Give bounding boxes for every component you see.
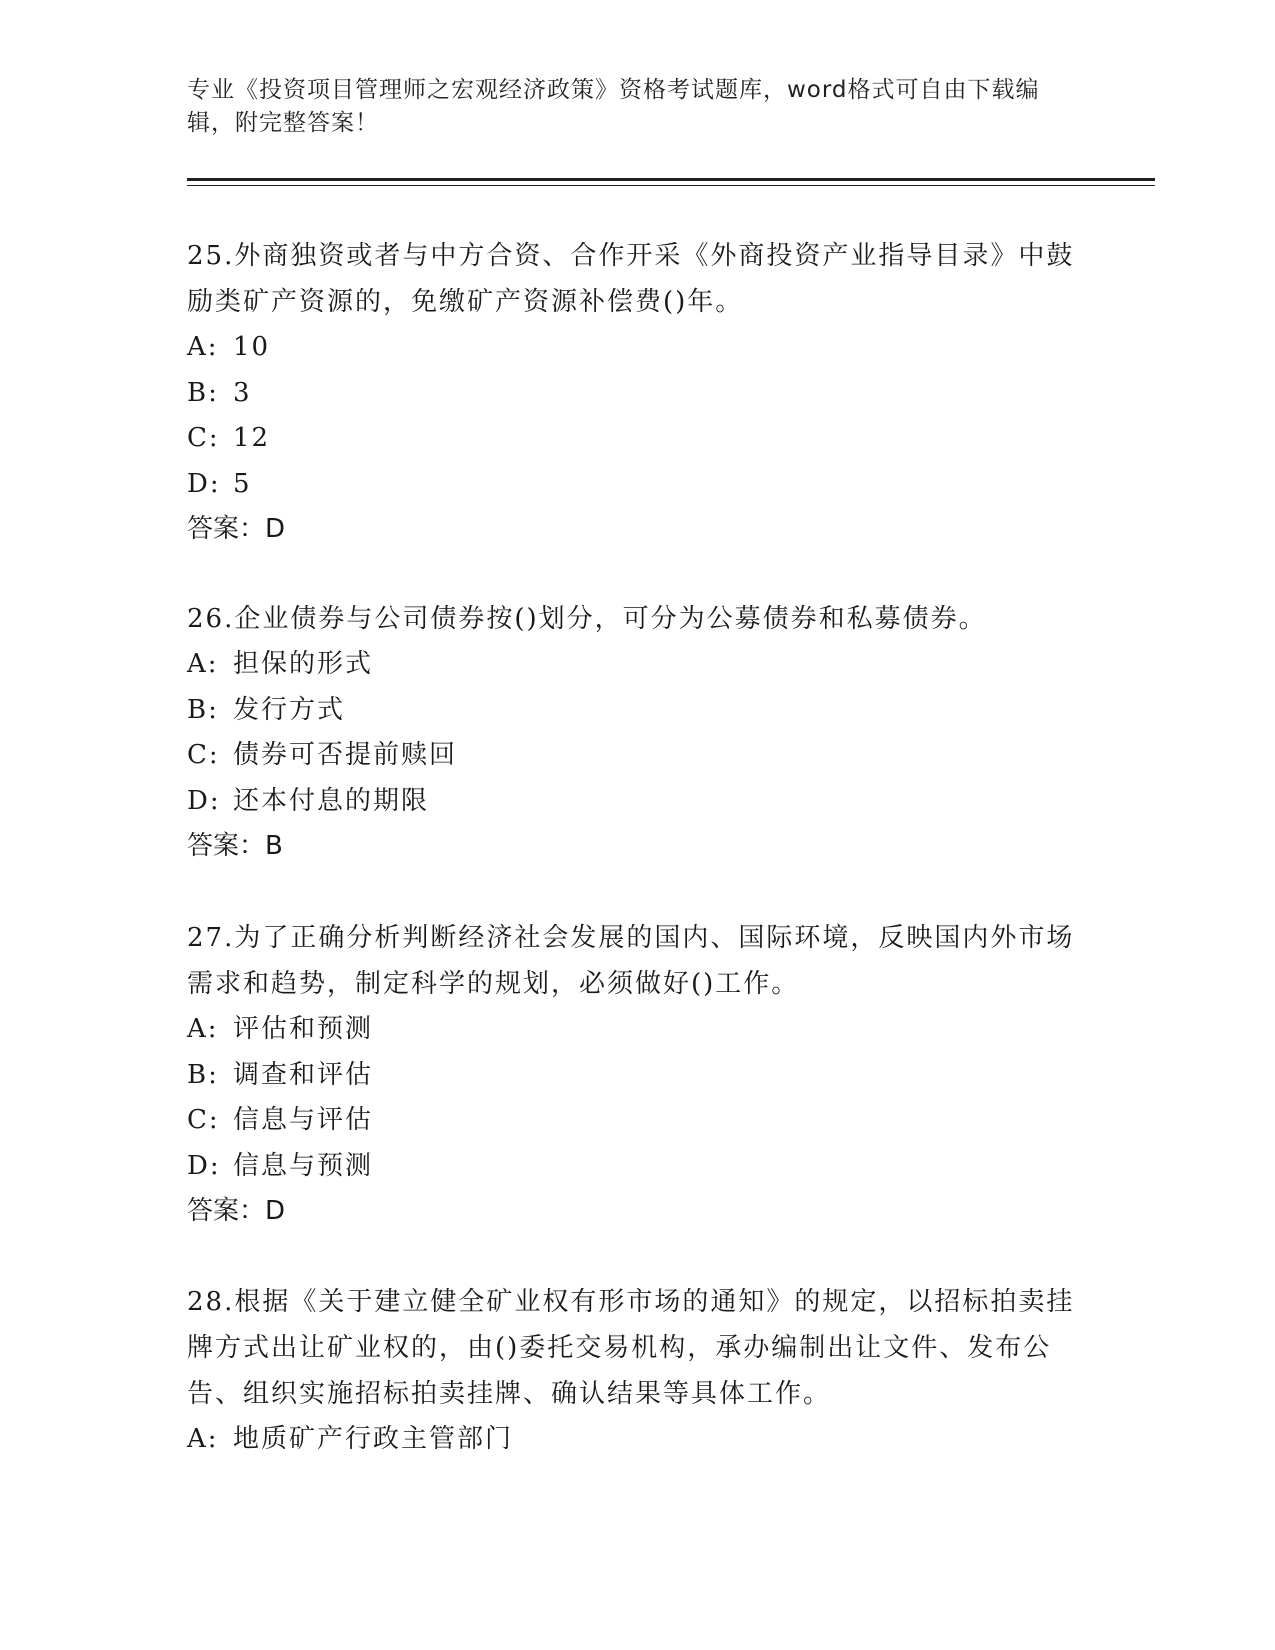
option-b [187,371,1087,417]
option-text: 担保的形式 [233,649,374,679]
option-text: 调查和评估 [233,1059,374,1090]
option-key: A: [187,649,219,679]
option-key: D: [187,468,221,499]
question-stem: 26.企业债券与公司债券按()划分，可分为公募债券和私募债券。 [187,604,987,634]
option-key: D: [187,1150,221,1181]
option-c [187,416,1087,462]
question-stem: 28.根据《关于建立健全矿业权有形市场的通知》的规定，以招标拍卖挂牌方式出让矿业权的，由()委托交易机构，承办编制出让文件、发布公告、组织实施招标拍卖挂牌、确认结果等具体工作。 [187,1287,1075,1409]
option-key: B: [187,1059,219,1090]
option-key: C: [187,1105,220,1135]
document-header: 专业《投资项目管理师之宏观经济政策》资格考试题库，word格式可自由下载编辑，附完整答案！ [187,77,1040,136]
option-text: 债券可否提前赎回 [233,740,458,770]
option-key: B: [187,377,219,408]
option-text: 5 [233,468,252,499]
answer-line: 答案：D [187,514,286,544]
option-text: 评估和预测 [233,1014,374,1044]
option-text: 信息与评估 [233,1105,374,1135]
question-stem: 27.为了正确分析判断经济社会发展的国内、国际环境，反映国内外市场需求和趋势，制定科学的规划，必须做好()工作。 [187,923,1075,999]
question-25 [187,233,1087,552]
option-text: 12 [233,423,271,453]
option-a [187,1417,1087,1463]
option-text: 10 [233,332,271,362]
option-key: B: [187,694,219,725]
option-text: 3 [233,377,252,408]
option-a [187,1007,1087,1053]
option-text: 地质矿产行政主管部门 [233,1424,514,1454]
option-a [187,325,1087,371]
question-28 [187,1279,1087,1463]
option-key: A: [187,332,219,362]
header-divider-thick [187,178,1155,181]
option-key: C: [187,423,220,453]
option-key: A: [187,1014,219,1044]
answer-line: 答案：B [187,831,283,861]
option-d [187,1144,1087,1190]
option-a [187,642,1087,688]
option-key: C: [187,740,220,770]
option-text: 还本付息的期限 [233,785,430,816]
option-c [187,733,1087,779]
option-key: A: [187,1424,219,1454]
option-b [187,688,1087,734]
option-c [187,1098,1087,1144]
option-key: D: [187,785,221,816]
header-divider-thin [187,185,1155,186]
option-b [187,1053,1087,1099]
option-text: 信息与预测 [233,1150,374,1181]
question-26 [187,596,1087,869]
answer-line: 答案：D [187,1196,286,1226]
option-d [187,779,1087,825]
question-stem: 25.外商独资或者与中方合资、合作开采《外商投资产业指导目录》中鼓励类矿产资源的，免缴矿产资源补偿费()年。 [187,241,1075,317]
option-text: 发行方式 [233,694,346,725]
question-27 [187,915,1087,1234]
option-d [187,462,1087,508]
